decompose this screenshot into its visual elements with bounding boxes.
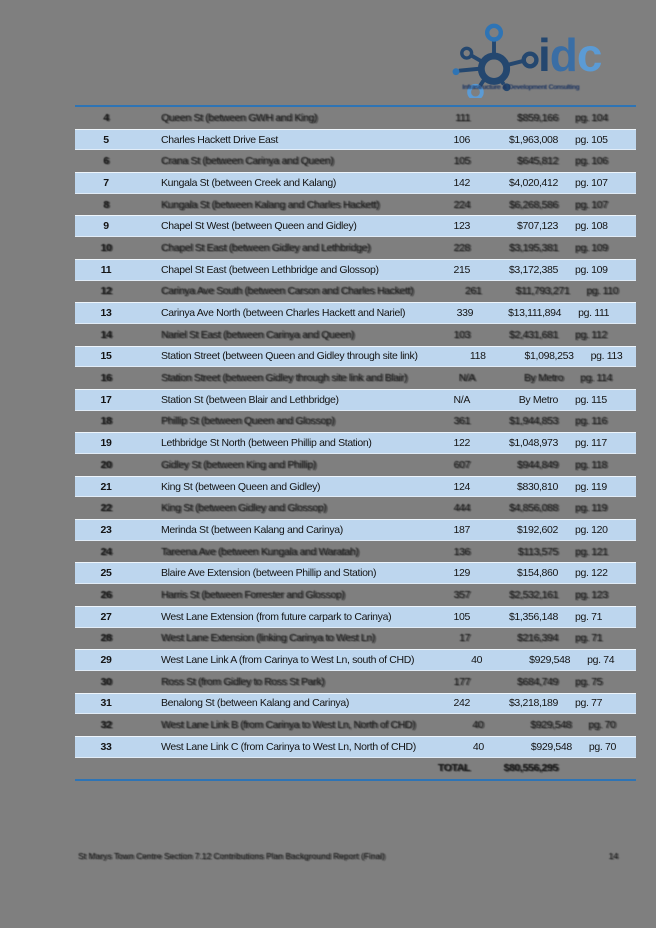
row-number-cell: 13 [100,307,112,320]
table-row [75,432,636,454]
table-row [75,649,636,671]
cost-cell: $645,812 [517,155,558,168]
table-row [75,411,636,433]
contributions-cost-table [75,105,636,781]
page-ref-cell: pg. 71 [575,632,603,645]
row-number-cell: 9 [103,220,109,233]
cost-cell: $113,575 [517,545,558,558]
quantity-cell: 40 [471,654,483,667]
street-name-cell: Queen St (between GWH and King) [161,111,318,124]
row-number-cell: 5 [103,133,109,146]
row-number-cell: 21 [100,480,112,493]
logo-tagline: Infrastructure & Development Consulting [462,84,580,91]
street-name-cell: West Lane Extension (linking Carinya to West Ln) [161,632,375,645]
page-ref-cell: pg. 111 [578,307,610,320]
quantity-cell: 103 [453,328,470,341]
page-ref-cell: pg. 116 [575,415,607,428]
cost-cell: $929,548 [530,719,572,732]
cost-cell: $3,218,189 [508,697,558,710]
page-ref-cell: pg. 110 [586,285,619,298]
quantity-cell: 17 [459,632,470,645]
page-ref-cell: pg. 121 [575,545,608,558]
cost-cell: By Metro [518,393,558,406]
street-name-cell: Station Street (between Queen and Gidley through site link) [161,350,418,363]
cost-cell: $3,195,381 [508,241,558,254]
page-ref-cell: pg. 70 [588,740,616,753]
street-name-cell: Blaire Ave Extension (between Phillip and Station) [161,567,377,580]
cost-cell: $1,963,008 [508,133,558,146]
cost-cell: $1,356,148 [508,610,558,623]
street-name-cell: Kungala St (between Creek and Kalang) [161,176,337,189]
cost-cell: $929,548 [530,740,572,753]
page-ref-cell: pg. 108 [575,220,608,233]
street-name-cell: King St (between Gidley and Glossop) [161,502,327,515]
table-row [75,562,636,584]
table-row [75,714,636,736]
row-number-cell: 12 [100,285,112,298]
street-name-cell: Merinda St (between Kalang and Carinya) [161,523,343,536]
cost-cell: $707,123 [517,220,558,233]
quantity-cell: 118 [469,350,486,363]
table-row [75,215,636,237]
page-ref-cell: pg. 117 [575,437,607,450]
row-number-cell: 23 [100,523,112,536]
street-name-cell: Carinya Ave North (between Charles Hackett and Nariel) [161,307,406,320]
page-ref-cell: pg. 70 [588,719,616,732]
quantity-cell: 339 [456,307,474,320]
row-number-cell: 14 [100,328,112,341]
cost-cell: $1,098,253 [524,350,574,363]
table-row [75,129,636,151]
page-footer [78,851,618,861]
page-ref-cell: pg. 74 [587,654,615,667]
row-number-cell: 18 [100,415,112,428]
row-number-cell: 29 [100,654,112,667]
street-name-cell: Carinya Ave South (between Carson and Charles Hackett) [161,285,414,298]
page-ref-cell: pg. 118 [575,458,607,471]
quantity-cell: 40 [472,719,484,732]
page-ref-cell: pg. 113 [590,350,623,363]
street-name-cell: Chapel St West (between Queen and Gidley) [161,220,357,233]
street-name-cell: Nariel St East (between Carinya and Queen) [161,328,355,341]
cost-cell: $684,749 [517,675,558,688]
street-name-cell: Chapel St East (between Lethbridge and Glossop) [161,263,379,276]
table-row [75,346,636,368]
row-number-cell: 11 [100,263,112,276]
row-number-cell: 30 [100,675,112,688]
street-name-cell: Charles Hackett Drive East [161,133,278,146]
row-number-cell: 19 [100,437,112,450]
row-number-cell: 22 [100,502,112,515]
cost-cell: $192,602 [517,523,558,536]
table-body [75,107,636,758]
page-ref-cell: pg. 123 [575,588,608,601]
row-number-cell: 10 [100,241,112,254]
cost-cell: $4,856,088 [508,502,558,515]
street-name-cell: Tareena Ave (between Kungala and Waratah) [161,545,359,558]
street-name-cell: Harris St (between Forrester and Glossop) [161,588,345,601]
quantity-cell: 123 [453,220,470,233]
quantity-cell: 105 [453,155,470,168]
cost-cell: $1,944,853 [508,415,558,428]
cost-cell: $2,431,681 [508,328,558,341]
quantity-cell: 357 [453,588,470,601]
page-ref-cell: pg. 114 [580,372,612,385]
table-row [75,497,636,519]
page-ref-cell: pg. 75 [575,675,603,688]
logo-wordmark: idc [538,29,602,81]
table-row [75,519,636,541]
quantity-cell: N/A [458,372,476,385]
page-ref-cell: pg. 122 [575,567,608,580]
street-name-cell: Kungala St (between Kalang and Charles Hackett) [161,198,380,211]
quantity-cell: 122 [453,437,470,450]
page-ref-cell: pg. 105 [575,133,608,146]
row-number-cell: 24 [100,545,112,558]
table-row [75,237,636,259]
table-row [75,302,636,324]
street-name-cell: Chapel St East (between Gidley and Lethbridge) [161,241,371,254]
street-name-cell: Station Street (between Gidley through site link and Blair) [161,372,408,385]
table-row [75,736,636,758]
idc-logo [448,18,613,102]
cost-cell: $859,166 [517,111,558,124]
table-row [75,671,636,693]
quantity-cell: 129 [453,567,470,580]
page-ref-cell: pg. 77 [575,697,603,710]
quantity-cell: 224 [453,198,470,211]
quantity-cell: 111 [455,111,470,124]
table-row [75,476,636,498]
page-ref-cell: pg. 107 [575,176,608,189]
cost-cell: $2,532,161 [508,588,558,601]
quantity-cell: 607 [453,458,470,471]
cost-cell: $11,793,271 [515,285,570,298]
street-name-cell: Crana St (between Carinya and Queen) [161,155,334,168]
page-ref-cell: pg. 120 [575,523,608,536]
quantity-cell: 228 [453,241,470,254]
street-name-cell: West Lane Link A (from Carinya to West Ln, south of CHD) [161,654,415,667]
street-name-cell: West Lane Extension (from future carpark to Carinya) [161,610,392,623]
row-number-cell: 8 [103,198,109,211]
row-number-cell: 20 [100,458,112,471]
quantity-cell: 106 [453,133,470,146]
page-ref-cell: pg. 119 [575,480,607,493]
total-value: $80,556,295 [503,762,558,775]
row-number-cell: 15 [100,350,112,363]
table-row [75,107,636,129]
table-row [75,389,636,411]
street-name-cell: Lethbridge St North (between Phillip and Station) [161,437,372,450]
cost-cell: $216,394 [517,632,558,645]
table-total-row [75,758,636,780]
quantity-cell: 444 [453,502,470,515]
cost-cell: $3,172,385 [508,263,558,276]
page-ref-cell: pg. 71 [575,610,603,623]
street-name-cell: Benalong St (between Kalang and Carinya) [161,697,349,710]
quantity-cell: 40 [472,740,484,753]
table-row [75,693,636,715]
row-number-cell: 4 [103,111,109,124]
row-number-cell: 7 [103,176,109,189]
street-name-cell: Ross St (from Gidley to Ross St Park) [161,675,325,688]
street-name-cell: King St (between Queen and Gidley) [161,480,321,493]
street-name-cell: Station St (between Blair and Lethbridge) [161,393,339,406]
page-ref-cell: pg. 104 [575,111,608,124]
row-number-cell: 17 [100,393,112,406]
street-name-cell: Gidley St (between King and Phillip) [161,458,316,471]
page-ref-cell: pg. 112 [575,328,607,341]
street-name-cell: West Lane Link B (from Carinya to West Ln, North of CHD) [161,719,416,732]
row-number-cell: 26 [100,588,112,601]
quantity-cell: N/A [453,393,470,406]
page-ref-cell: pg. 119 [575,502,607,515]
cost-cell: $4,020,412 [508,176,558,189]
table-row [75,194,636,216]
quantity-cell: 261 [464,285,482,298]
street-name-cell: West Lane Link C (from Carinya to West Ln, North of CHD) [161,740,416,753]
table-row [75,606,636,628]
row-number-cell: 32 [100,719,112,732]
quantity-cell: 242 [453,697,470,710]
row-number-cell: 33 [100,740,112,753]
row-number-cell: 6 [103,155,109,168]
row-number-cell: 31 [100,697,112,710]
quantity-cell: 187 [453,523,470,536]
cost-cell: By Metro [523,372,564,385]
cost-cell: $944,849 [517,458,558,471]
table-row [75,628,636,650]
cost-cell: $154,860 [517,567,558,580]
cost-cell: $830,810 [517,480,558,493]
table-row [75,454,636,476]
cost-cell: $13,111,894 [508,307,562,320]
table-row [75,541,636,563]
quantity-cell: 136 [453,545,470,558]
table-row [75,172,636,194]
page-ref-cell: pg. 107 [575,198,608,211]
table-row [75,584,636,606]
cost-cell: $6,268,586 [508,198,558,211]
table-row [75,324,636,346]
quantity-cell: 215 [453,263,470,276]
cost-cell: $929,548 [529,654,571,667]
table-row [75,281,636,303]
table-row [75,150,636,172]
page-ref-cell: pg. 115 [575,393,607,406]
table-row [75,367,636,389]
quantity-cell: 361 [453,415,470,428]
row-number-cell: 25 [100,567,112,580]
row-number-cell: 16 [100,372,112,385]
table-row [75,259,636,281]
page-ref-cell: pg. 106 [575,155,608,168]
footer-document-title: St Marys Town Centre Section 7.12 Contributions Plan Background Report (Final) [78,851,385,861]
page-ref-cell: pg. 109 [575,263,608,276]
total-label: TOTAL [437,762,470,775]
footer-page-number: 14 [608,851,618,861]
row-number-cell: 28 [100,632,112,645]
quantity-cell: 105 [453,610,470,623]
cost-cell: $1,048,973 [508,437,558,450]
quantity-cell: 142 [453,176,470,189]
row-number-cell: 27 [100,610,112,623]
street-name-cell: Phillip St (between Queen and Glossop) [161,415,335,428]
page-ref-cell: pg. 109 [575,241,608,254]
quantity-cell: 177 [453,675,470,688]
quantity-cell: 124 [453,480,470,493]
